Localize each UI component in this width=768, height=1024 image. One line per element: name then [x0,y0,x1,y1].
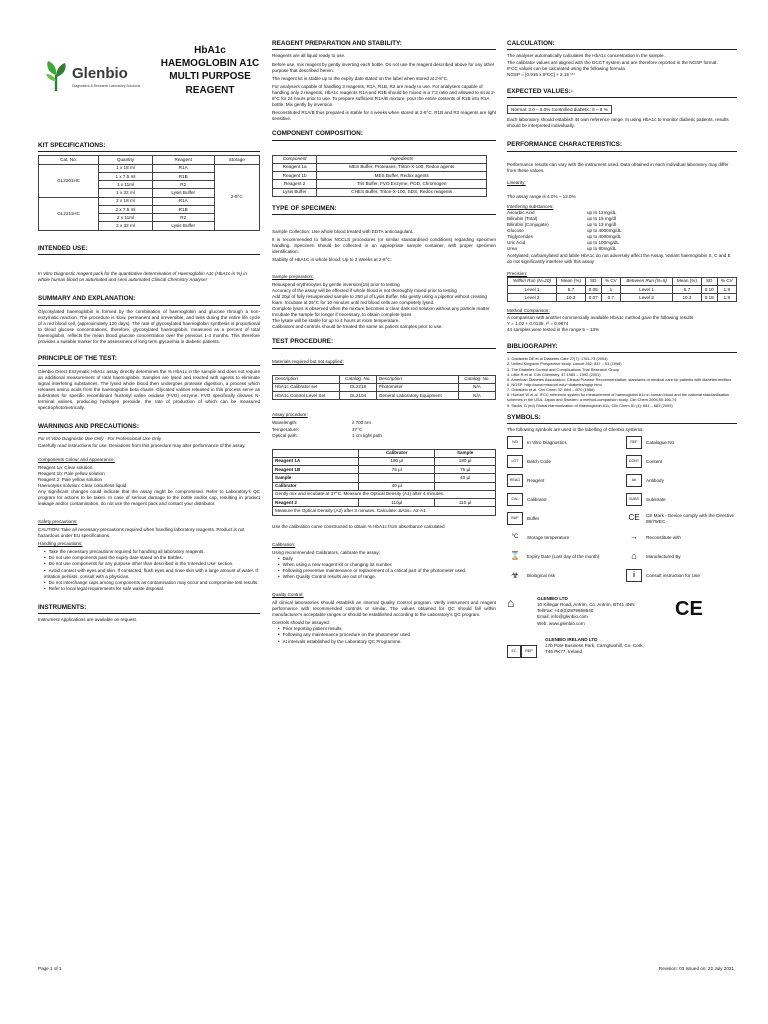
biohazard-icon: ☣ [510,569,520,580]
pipetting-table [272,449,496,516]
sample-prep-line: Add 20µl of fully resuspended sample to 250 µl of Lysis Buffer. Mix gently using a pipettor without creating foam. Incubate at 25°C for 10 minutes until red blood cells are completely lysed. [272,293,487,305]
kit-heading: KIT SPECIFICATIONS: [38,142,260,152]
pip-note: Measure the Optical Density (A2) after 3 minutes. Calculate: ∆Abs= A2-A1 [273,507,496,515]
kit-qty: 2 x 18 ml [99,197,153,205]
pip-cell: Calibrator [273,482,359,490]
precision-cell: Level 1 [620,285,672,293]
kit-storage: 2-8°C [214,164,259,230]
precision-table [507,277,737,303]
list-item: • Following any maintenance procedure on the photometer used. [278,632,496,638]
symbol-label: Substrate [646,496,666,502]
kit-qty: 1 x 32 ml [99,189,153,197]
precision-heading: Precision: [507,270,528,276]
method-line: 44 samples were tested in the range 5 – 13% [507,326,600,332]
pip-cell: 180 µl [359,457,435,465]
interfering-row: Ascorbic Acid up to 12mg/dL [507,210,617,216]
cal-icon: CAL [507,493,523,506]
materials-cell: Photometer [376,383,458,391]
symbol-label: Expiry Date (Last day of the month) [527,553,600,559]
reagent-prep-para: For analysers capable of handling 3 reagents, R1A, R1B, R2 are ready to use. For analysers capable of handling only 2 reagents, HbA1c reagents R1A and R1B should be mixed in a 7:3 ratio and allowed to sit at 2-8°C for 24 hours prior to use. To prepare sufficient R1A/B mixture, pour the entire contents of R1B into R1A bottle. Mix gently by inversion. [272,83,496,107]
precision-cell: 5.7 [673,285,702,293]
brand-tagline: Diagnostics & Research Laboratory Solutions [72,83,141,88]
list-item: • Prior reporting patient results. [278,626,496,632]
calibration-intro: Using recommended Calibrators, calibrate the assay: [272,549,381,555]
pip-cell: Reagent 2 [273,499,359,507]
intended-heading: INTENDED USE: [38,245,260,255]
column-right [507,40,737,658]
kit-qty: 1 x 18 ml [99,164,153,172]
calculation-line: IFCC values can be calculated using the following formula [507,65,625,71]
symbol-label: Calibrator [527,496,547,502]
kit-reagent: Lysis Buffer [152,189,214,197]
info-icon: i [626,569,642,582]
address-line: Tel/Fax: +44(0)2879658640 [537,608,594,614]
title-line-4: REAGENT [185,84,235,96]
composition-heading: COMPONENT COMPOSITION: [272,130,496,140]
precision-cell: 0.18 [701,294,717,302]
procedure-heading: TEST PROCEDURE: [272,338,496,348]
warnings-line-1: For In Vitro Diagnostic Use Only - For Professional Use Only [38,436,162,442]
sample-prep-line: Resuspend erythrocytes by gentle inversion(15) prior to testing [272,281,400,287]
pip-cell: 180 µl [435,457,496,465]
interfering-row: Urea up to 80mg/dL [507,246,617,252]
ec-rep-address [507,637,737,658]
specimen-stability: Stability of HbA1C in whole blood: Up to 2 Weeks at 2-8°C. [272,257,392,263]
buf-icon: BUF [507,512,523,525]
symbol-label: Storage temperature [527,534,570,540]
warnings-heading: WARNINGS AND PRECAUTIONS: [38,423,260,433]
pip-cell: Sample [273,474,359,482]
precision-cell: 10.3 [557,294,586,302]
list-item: • Following preventive maintenance or replacement of a critical part of the photometer used. [278,568,496,574]
revision-info: Revision: 03 Issued on: 22 July 2021 [658,965,734,971]
bibliography-item: 9. Sacks, D (ed) Global Harmonization of Haemoglobin A1c, Clin Chem 51 (4): 681 – 683 (2005) [507,402,673,408]
bibliography-item: 3. The Diabetes Control and Complications Trial Research Group [507,366,620,372]
linearity-heading: Linearity: [507,179,526,185]
summary-heading: SUMMARY AND EXPLANATION: [38,295,260,305]
materials-cell: GL2218 [339,383,376,391]
precision-col: SD [701,277,717,285]
product-title [150,44,270,97]
pip-note: Gently mix and incubate at 37°C. Measure the Optical Density (A1) after 4 minutes. [273,490,496,498]
qc-text: All clinical laboratories should establish an Internal Quality Control program. Verify instrument and reagent performance with recommended controls or similar. The values obtained for QC should fall within manufacturer's acceptable ranges or should be established according to the Laboratory's QC program. [272,600,496,618]
symbols-heading: SYMBOLS: [507,414,737,424]
composition-table [272,155,487,197]
summary-text: Glycosylated haemoglobin is formed by the combination of haemoglobin and glucose through a non-enzymatic reaction. The procedure is slow, permanent and irreversible, and lasts during the entire life cycle of a red blood cell, (approximately 120 days). The rate of glycosylated haemoglobin synthesis is proportional to blood glucose concentrations, therefore, glycosylated haemoglobin, measured as a percent of total haemoglobin, reflects the mean blood glucose concentration over the previous 1-3 months. This therefore provides a suitable marker for the assessment of long term glycaemia in diabetic patients. [38,308,260,345]
symbol-label: Catalogue No [646,439,675,445]
materials-heading: Materials required but not supplied: [272,358,344,364]
precision-col: Within Run (N=20) [508,277,557,285]
method-heading: Method Comparison: [507,308,550,314]
kit-col-reagent: Reagent [152,156,214,164]
kit-reagent: R1B [152,172,214,180]
composition-cell: Lysis Buffer [273,188,317,196]
materials-col: Catalog. No. [459,375,496,383]
instruments-heading: INSTRUMENTS: [38,604,260,614]
precision-cell: 0.10 [701,285,717,293]
expected-heading: EXPECTED VALUES:- [507,88,737,98]
subs-icon: SUBS [626,493,642,506]
linearity-text: The assay range is 4.0% – 12.0% [507,193,576,199]
assay-row: Optical path: 1 cm light path. [272,432,384,438]
kit-col-cat: Cat. No. [39,156,99,164]
kit-reagent: R2 [152,214,214,222]
calibration-list [278,556,496,580]
ce-mark-icon: CE [628,513,640,523]
bibliography-item: 5. American Diabetes Association. Clinical Practice Recommendation: standards of medical care for patients with diabetes mellitus [507,376,732,382]
antibody-icon: Ab [626,474,642,487]
materials-cell: General Laboratory Equipment [376,392,458,400]
kit-qty: 2 x 7.5 ml [99,205,153,213]
reagent-prep-para: Before use, mix reagent by gently inverting each bottle. Do not use the reagent described above for any other purpose that described herein. [272,61,495,73]
pip-cell: Reagent 1B [273,466,359,474]
materials-table [272,375,496,401]
component-line: Reagent 1b: Pale yellow solution [38,470,105,476]
expected-values-box: Normal: 3.0 – 6.0% Controlled diabetic: 6 – 8 % [507,105,612,114]
kit-qty: 2 x 32 ml [99,222,153,230]
brand-name: Glenbio [72,64,128,82]
precision-col: Mean (%) [557,277,586,285]
kit-table [38,155,260,230]
materials-cell: GL2104 [339,392,376,400]
pip-cell: Reagent 1A [273,457,359,465]
precision-cell: Level 2 [508,294,557,302]
composition-col: Ingredients [317,155,487,163]
precision-cell: 0.07 [585,294,601,302]
composition-cell: CHES Buffer, Triton-X-100, SDS, Redox reagents [317,188,487,196]
sample-prep-heading: Sample preparation: [272,273,314,279]
pip-cell: 75 µl [359,466,435,474]
list-item: • Avoid contact with eyes and skin. If contacted, flush eyes and rinse skin with a large amount of water. If irritation persists, consult with a physician. [44,568,260,580]
calculation-formula: NGSP = [0.915 x IFCC] + 2.15 ¹⁵⁾ [507,71,575,77]
precision-cell: 1.8 [717,285,736,293]
symbol-label: Content [646,458,663,464]
component-line: Haemolysis solution: Clear colourless liquid. [38,482,128,488]
calculation-heading: CALCULATION: [507,40,737,50]
qc-list [278,626,496,644]
list-item: • At intervals established by the Laboratory QC Programme. [278,639,496,645]
kit-reagent: R1B [152,205,214,213]
factory-icon: ⌂ [507,596,515,611]
pip-cell: 110 µl [435,499,496,507]
symbol-label: CE Mark - Device comply with the Directive 98/79/EC [646,512,735,524]
pip-cell [435,482,496,490]
safety-text: CAUTION: Take all necessary precautions required when handling laboratory reagents. Product is not hazardous under EU specifications. [38,527,245,539]
bibliography-item: 2. United Kingdom Prospective study. Lancet 352: 837 – 53 (1998) [507,361,622,367]
precision-cell: Level 2 [620,294,672,302]
sample-prep-line: Calibrators and controls should be treated the same as patient samples prior to use. [272,324,443,330]
materials-col: Description [376,375,458,383]
kit-reagent: R1A [152,197,214,205]
calibration-curve-note: Use the calibration curve constructed to obtain % HbA1c from absorbance calculated [272,523,445,529]
title-line-1: HbA1c [194,45,226,56]
qc-intro: Controls should be assayed: [272,620,330,626]
temperature-icon: °C [511,533,519,540]
interfering-row: Uric Acid up to 100mg/dL [507,240,619,246]
calculation-line: The calibrator values are aligned with the DCCT system and are therefore reported in the NGSP format. [507,59,718,65]
symbol-label: Antibody [646,477,664,483]
components-heading: Components Colour and Appearance: [38,456,115,462]
composition-col: Component [273,155,317,163]
specimen-collection: Sample Collection: Use whole blood treated with EDTA anticoagulant. [272,229,414,235]
list-item: • Do not interchange caps among components as contamination may occur and compromise test results. [44,580,260,586]
interfering-row: Glucose up to 4000mg/dL [507,228,622,234]
symbol-label: Buffer [527,515,540,521]
kit-qty: 1 x 11ml [99,181,153,189]
precision-cell: 1 [601,285,620,293]
precision-col: % CV [601,277,620,285]
reagent-prep-para: The reagent kit is stable up to the expiry date stated on the label when stored at 2-8°C. [272,75,449,81]
materials-cell: N/A [459,383,496,391]
list-item: • When Quality Control results are out of range. [278,574,496,580]
symbol-label: Batch Code [527,458,552,464]
lot-icon: LOT [507,455,523,468]
composition-cell: Reagent 2 [273,180,317,188]
ce-mark: CE [675,598,703,621]
kit-qty: 1 x 7.5 ml [99,172,153,180]
interfering-row: Triglycerides up to 4000mg/dL [507,234,622,240]
interfering-row: Bilirubin (Total) up to 15 mg/dl [507,216,617,222]
precision-cell: 10.3 [673,294,702,302]
address-line: GLENBIO IRELAND LTD [545,636,598,642]
list-item: • Do not use components for any purpose other than described in the 'Intended Use' section. [44,561,260,567]
specimen-heading: TYPE OF SPECIMEN: [272,205,496,215]
bibliography-item: 1. Goldstein DE et al Diabetes Care 27(7): 1761-73 (2004) [507,356,608,362]
composition-cell: Reagent 1a [273,163,317,171]
kit-cat: GL2211HC [39,197,99,230]
pip-col: Sample [435,449,496,457]
precision-col: Between Run (N=5) [620,277,672,285]
address-line: 10 Killegar Road, Antrim, Co. Antrim, BT41 4NN [537,602,635,608]
symbol-label: Reagent [527,477,545,483]
components-note: Any significant changes could indicate that the assay might be compromised. Refer to Laboratory's QC program for actions to be taken. In case of serious damage to the bottle and/or cap, resulting in product leakage and/or contamination, do not use the reagent pack and contact your distributor. [38,488,260,507]
symbol-label: Consult instruction for Use [646,572,700,578]
pip-cell: 40 µl [359,482,435,490]
principle-text: Glenbio Direct Enzymatic HbA1c assay directly determines the % HbA1c in the sample and does not require an additional measurement of total haemoglobin. Samples are lysed and reacted with agents to eliminate signal interfering substances. The lysed whole blood then undergoes protease digestion, a process which releases amino acids from the haemoglobin beta chains. Glycated valines released in this process serve as substrates for specific recombinant fructosyl valine oxidase (FVO) enzyme. FVO specifically cleaves N-terminal valines, producing hydrogen peroxide, the rate of production of which can be measured spectrophotometrically. [38,368,260,410]
calibration-heading: Calibration: [272,541,296,547]
precision-cell: 0.7 [601,294,620,302]
pip-cell: 40 µl [435,474,496,482]
symbol-label: Reconstitute with [646,534,681,540]
materials-cell: HbA1c Calibrator set [273,383,340,391]
list-item: • Take the necessary precautions required for handling all laboratory reagents. [44,549,260,555]
precision-cell: Level 1 [508,285,557,293]
performance-intro: Performance results can vary with the instrument used. Data obtained in each individual laboratory may differ from these values. [507,161,729,173]
bibliography-item: 7. Goldstein et al. Clin Chem 32: B64 – B70 (1986) [507,387,595,393]
composition-cell: MES Buffer, Redox agents [317,172,487,180]
sample-prep-line: Complete lyses is observed when the mixture becomes a clear dark red solution without any particle matter [272,305,490,311]
ref-icon: REF [626,436,642,449]
reconstitute-icon: → [630,532,638,542]
principle-heading: PRINCIPLE OF THE TEST: [38,355,260,365]
warnings-line-2: Carefully read instructions for use. Deviations from this procedure may alter performance of the assay. [38,442,246,448]
symbols-grid [507,436,737,582]
manufacturer-address [507,596,737,626]
kit-reagent: Lysis Buffer [152,222,214,230]
bibliography-heading: BIBLIOGRAPHY: [507,343,737,353]
handling-heading: Handling precautions: [38,541,83,547]
logo [44,48,140,104]
list-item: • When using a new reagent kit or changing lot number. [278,562,496,568]
title-line-3: MULTI PURPOSE [169,71,251,83]
materials-cell: HbA1c Control Level Set [273,392,340,400]
method-line: Y = 1.02 + 0.0135, r² = 0.9874 [507,320,569,326]
interfering-note: Acetylated, carbamylated and labile HbA1c do not adversely affect the Assay. Variant haemoglobin S, C and E do not significantly interfere with this assay [507,252,731,264]
interfering-row: Bilirubin (Conjugate) up to 13 mg/dl [507,222,617,228]
address-line: GLENBIO LTD [537,596,568,602]
specimen-collection-text: It is recommended to follow NCCLS procedures (or similar standardised conditions) regarding specimen handling. Specimen should be collected in an appropriate sample container, with proper specimen identification. [272,237,496,255]
materials-cell: N/A [459,392,496,400]
precision-cell: 0.05 [585,285,601,293]
interfering-heading: Interfering substances: [507,204,554,210]
pip-col: Calibrator [359,449,435,457]
reag-icon: REAG [507,474,523,487]
instruments-text: Instrument Applications are available on request. [38,617,138,623]
kit-qty: 2 x 11ml [99,214,153,222]
column-left [38,136,260,625]
bibliography-item: 8. Hoelzel W et al. IFCC reference system for measurement of haemoglobin A1c in human blood and the national standardisation schemes in the USA, Japan and Sweden: a method-comparison study. Clin Chem 2004;50:166-74 [507,392,730,403]
sample-prep-line: Accuracy of the assay will be effected if whole blood is not thoroughly mixed prior to testing [272,287,457,293]
precision-col: Mean (%) [673,277,702,285]
address-line: 17b Pote Business Park, Carrigtwohill, Co. Cork, [545,642,644,648]
kit-cat: GL2201HC [39,164,99,197]
component-line: Reagent 2: Pale yellow solution [38,476,103,482]
reagent-prep-heading: REAGENT PREPARATION AND STABILITY: [272,40,496,50]
ivd-icon: IVD [507,436,523,449]
composition-cell: MES Buffer, Proteases, Triton-X-100, Redox agents [317,163,487,171]
bibliography-list [507,356,737,408]
sample-prep-line: The lysate will be stable for up to 4 hours at room temperature. [272,317,400,323]
address-line: Email: info@glenbio.com [537,614,588,620]
bibliography-item: 6. NGSP: http://www.missouri.edu/~diabetes/ngsp.html [507,381,602,387]
precision-cell: 5.7 [557,285,586,293]
handling-list [44,549,260,591]
ec-rep-icon: EC REP [507,645,537,658]
list-item: • Refer to local legal requirements for safe waste disposal. [44,586,260,592]
assay-row: Temperature: 37°C [272,426,363,432]
assay-row: Wavelength: λ 700 nm [272,420,371,426]
expiry-hourglass-icon: ⌛ [510,551,520,561]
pip-cell [359,474,435,482]
component-line: Reagent 1a: Clear solution. [38,464,94,470]
precision-cell: 1.8 [717,294,736,302]
composition-cell: Reagent 1b [273,172,317,180]
reagent-prep-para: Reconstituted R1A/B thus prepared is stable for 4 weeks when stored at 2-8°C. R1B and R2 reagents are light sensitive. [272,109,496,122]
precision-col: % CV [717,277,736,285]
expected-text: Each laboratory should establish its own reference range. In using HbA1c to monitor diabetic patients, results should be interpreted individually. [507,117,729,129]
bibliography-item: 4. Little R et al. Clin Chemistry, 47:1985 – 1992 (2001) [507,371,601,377]
symbols-intro: The following symbols are used in the labelling of Glenbio systems: [507,427,644,433]
manufacturer-icon: ⌂ [631,550,637,561]
symbol-label: Manufactured By [646,553,681,559]
pip-cell: 75 µl [435,466,496,474]
column-middle [272,40,496,647]
page-number: Page 1 of 1 [38,965,62,971]
symbol-label: Biological risk [527,572,556,578]
qc-heading: Quality Control: [272,592,304,598]
method-line: A comparison with another commercially available HbA1c method gave the following results [507,314,694,320]
pip-col [273,449,359,457]
symbol-label: In Vitro Diagnostics [527,439,567,445]
cont-icon: CONT [626,455,642,468]
kit-reagent: R2 [152,181,214,189]
materials-col: Catalog. No. [339,375,376,383]
kit-reagent: R1A [152,164,214,172]
precision-col: SD [585,277,601,285]
performance-heading: PERFORMANCE CHARACTERISTICS: [507,141,737,151]
pip-cell: 110µl [359,499,435,507]
calculation-line: The analyser automatically calculates the HbA1c concentration in the sample. [507,53,665,59]
assay-heading: Assay procedure: [272,412,308,418]
safety-heading: Safety precautions: [38,519,78,525]
address-line: T45 PK77, Ireland [545,648,583,654]
address-line: Web: www.glenbio.com [537,620,585,626]
kit-col-storage: Storage [214,156,259,164]
title-line-2: HAEMOGLOBIN A1C [160,58,260,70]
materials-col: Description [273,375,340,383]
reagent-prep-para: Reagents are all liquid ready to use. [272,53,346,59]
intended-text: In Vitro Diagnostic reagent pack for the quantitative determination of Haemoglobin A1c (HbA1c in %) in whole human blood on automated and semi automated Clinical Chemistry Analyser [38,271,247,283]
glenbio-leaf-icon [44,61,68,91]
list-item: • Daily [278,556,496,562]
list-item: • Do not use components past the expiry date stated on the Bottles. [44,555,260,561]
composition-cell: Tris Buffer, FVO Enzyme, POD, Chromogen [317,180,487,188]
kit-col-qty: Quantity [99,156,153,164]
sample-prep-line: Incubate the sample for longer if necessary, to obtain complete lyses [272,311,412,317]
